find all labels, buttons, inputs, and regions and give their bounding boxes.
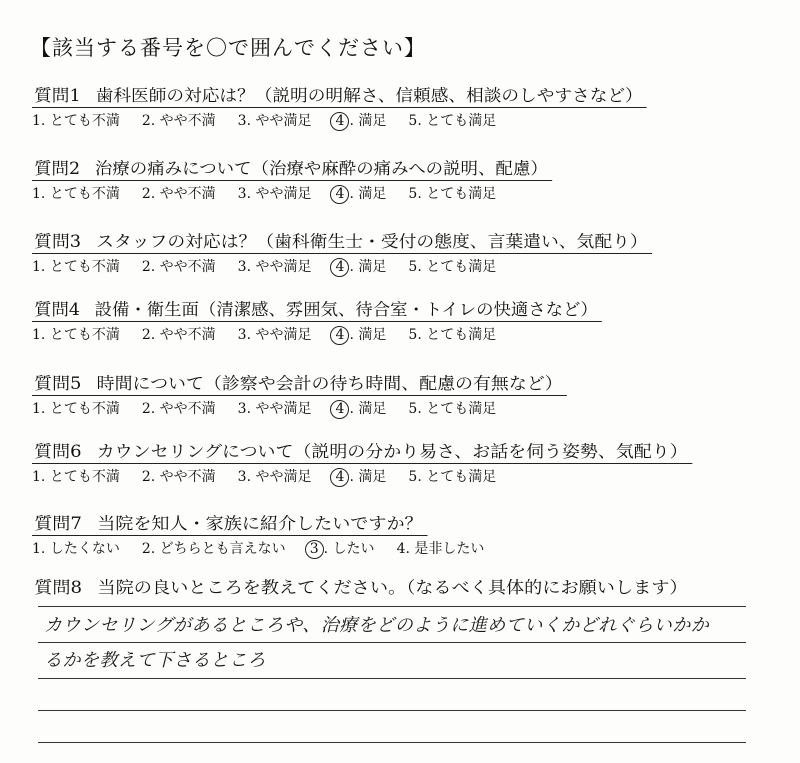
option-separator: .	[150, 113, 160, 129]
answer-option[interactable]	[142, 398, 216, 418]
option-label: やや満足	[255, 113, 312, 129]
option-number: 3	[237, 327, 247, 343]
option-number: 2	[141, 469, 151, 485]
option-separator: .	[246, 113, 256, 129]
question-text: 治療の痛みについて（治療や麻酔の痛みへの説明、配慮）	[94, 159, 548, 178]
answer-option[interactable]	[32, 110, 120, 130]
option-number: 1	[32, 469, 41, 485]
question-7	[32, 510, 506, 559]
option-number: 4	[330, 326, 349, 345]
question-text: 設備・衛生面（清潔感、雰囲気、待合室・トイレの快適さなど）	[94, 300, 598, 319]
option-number: 2	[141, 541, 151, 557]
option-number: 4	[396, 541, 406, 557]
option-label: とても満足	[426, 186, 497, 202]
option-separator: .	[150, 541, 160, 557]
answer-option[interactable]	[408, 256, 496, 276]
option-separator: .	[246, 469, 256, 485]
question-title	[32, 82, 647, 108]
option-label: とても満足	[426, 401, 497, 417]
option-separator: .	[40, 541, 50, 557]
option-label: 是非したい	[414, 541, 485, 557]
option-separator: .	[246, 401, 256, 417]
option-number: 2	[141, 186, 151, 202]
answer-line	[38, 710, 746, 711]
option-separator: .	[40, 186, 50, 202]
answer-line	[38, 642, 746, 643]
option-separator: .	[40, 327, 50, 343]
question-5	[32, 370, 563, 419]
answer-option[interactable]	[142, 183, 216, 203]
option-separator: .	[417, 186, 427, 202]
question-text: カウンセリングについて（説明の分かり易さ、お話を伺う姿勢、気配り）	[96, 442, 688, 461]
answer-option[interactable]	[142, 466, 216, 486]
answer-option-circled[interactable]	[333, 110, 386, 131]
question-number: 質問2	[34, 159, 81, 178]
answer-option[interactable]	[408, 398, 496, 418]
option-label: やや不満	[159, 259, 216, 275]
answer-option-circled[interactable]	[333, 466, 386, 487]
answer-line	[38, 742, 746, 743]
question-title	[32, 438, 692, 464]
option-label: やや満足	[255, 186, 312, 202]
answer-option-circled[interactable]	[308, 538, 375, 559]
answer-option[interactable]	[238, 466, 312, 486]
answer-options	[32, 398, 524, 419]
answer-option-circled[interactable]	[333, 324, 386, 345]
option-separator: .	[349, 469, 359, 485]
question-number: 質問5	[34, 374, 82, 393]
option-number: 1	[32, 327, 41, 343]
answer-option-circled[interactable]	[333, 183, 386, 204]
option-separator: .	[349, 186, 359, 202]
option-separator: .	[150, 259, 160, 275]
answer-option[interactable]	[32, 538, 120, 558]
question-title	[32, 228, 652, 254]
answer-option[interactable]	[32, 183, 120, 203]
answer-option[interactable]	[238, 110, 312, 130]
option-label: とても不満	[49, 113, 120, 129]
option-separator: .	[246, 259, 256, 275]
option-separator: .	[349, 259, 359, 275]
question-text: スタッフの対応は？（歯科衛生士・受付の態度、言葉遣い、気配り）	[96, 232, 648, 251]
answer-line	[38, 606, 746, 607]
answer-option[interactable]	[142, 110, 216, 130]
answer-options	[32, 256, 607, 277]
option-number: 4	[330, 468, 349, 487]
handwritten-answer-line-1: カウンセリングがあるところや、治療をどのように進めていくかどれぐらいかか	[44, 615, 710, 636]
option-number: 3	[237, 259, 247, 275]
option-number: 3	[237, 113, 247, 129]
answer-option[interactable]	[142, 538, 286, 558]
option-separator: .	[405, 541, 415, 557]
option-separator: .	[246, 186, 256, 202]
question-number: 質問7	[34, 514, 82, 533]
answer-option[interactable]	[32, 324, 120, 344]
option-number: 5	[408, 113, 418, 129]
option-number: 2	[141, 113, 151, 129]
question-number: 質問6	[34, 442, 82, 461]
option-separator: .	[150, 469, 160, 485]
option-label: とても満足	[426, 259, 497, 275]
option-number: 1	[32, 186, 41, 202]
question-number: 質問1	[34, 86, 81, 105]
option-separator: .	[349, 327, 359, 343]
option-label: やや不満	[159, 186, 216, 202]
answer-option[interactable]	[397, 538, 485, 558]
option-number: 1	[32, 401, 41, 417]
option-number: 5	[408, 401, 418, 417]
answer-option[interactable]	[32, 256, 120, 276]
option-number: 4	[330, 258, 349, 277]
option-label: やや不満	[159, 469, 216, 485]
option-label: どちらとも言えない	[159, 541, 286, 557]
option-separator: .	[40, 113, 50, 129]
question-title	[32, 574, 692, 599]
option-label: とても不満	[49, 401, 120, 417]
option-separator: .	[417, 259, 427, 275]
answer-option[interactable]	[238, 256, 312, 276]
option-label: とても不満	[49, 469, 120, 485]
option-number: 3	[237, 401, 247, 417]
option-label: 満足	[358, 327, 387, 343]
handwritten-answer-line-2: るかを教えて下さるところ	[44, 650, 266, 671]
question-number: 質問3	[34, 232, 82, 251]
question-3	[32, 228, 648, 277]
option-separator: .	[417, 469, 427, 485]
option-label: 満足	[358, 401, 387, 417]
option-separator: .	[246, 327, 256, 343]
option-number: 5	[408, 327, 418, 343]
option-label: やや満足	[255, 327, 312, 343]
option-separator: .	[150, 186, 160, 202]
question-title	[32, 155, 552, 181]
option-label: とても不満	[49, 327, 120, 343]
option-number: 4	[330, 112, 349, 131]
option-label: やや不満	[159, 401, 216, 417]
answer-option[interactable]	[32, 466, 120, 486]
option-number: 1	[32, 541, 41, 557]
question-text: 歯科医師の対応は？（説明の明解さ、信頼感、相談のしやすさなど）	[95, 86, 643, 105]
answer-options	[32, 110, 606, 131]
option-number: 4	[330, 185, 349, 204]
question-title	[32, 370, 567, 396]
answer-option[interactable]	[32, 398, 120, 418]
option-separator: .	[40, 401, 50, 417]
option-number: 4	[330, 400, 349, 419]
option-label: とても不満	[49, 186, 120, 202]
option-label: やや満足	[255, 401, 312, 417]
option-label: とても満足	[426, 327, 497, 343]
question-title	[32, 296, 602, 322]
question-2	[32, 155, 548, 204]
option-number: 5	[408, 469, 418, 485]
answer-option[interactable]	[142, 256, 216, 276]
option-label: 満足	[358, 469, 387, 485]
option-label: やや満足	[255, 259, 312, 275]
option-separator: .	[349, 113, 359, 129]
answer-options	[32, 538, 506, 559]
option-separator: .	[40, 469, 50, 485]
question-number: 質問4	[34, 300, 80, 319]
option-label: 満足	[358, 259, 387, 275]
option-number: 5	[408, 186, 418, 202]
option-label: やや不満	[159, 113, 216, 129]
question-text: 当院を知人・家族に紹介したいですか？	[97, 514, 423, 533]
answer-option[interactable]	[238, 398, 312, 418]
answer-option-circled[interactable]	[333, 256, 386, 277]
option-number: 3	[305, 540, 324, 559]
question-6	[32, 438, 688, 487]
option-separator: .	[349, 401, 359, 417]
option-separator: .	[150, 401, 160, 417]
option-number: 5	[408, 259, 418, 275]
option-number: 1	[32, 113, 41, 129]
option-label: 満足	[358, 186, 387, 202]
answer-options	[32, 466, 639, 487]
option-label: やや満足	[255, 469, 312, 485]
answer-option[interactable]	[238, 324, 312, 344]
option-label: したくない	[49, 541, 120, 557]
answer-line	[38, 678, 746, 679]
question-number: 質問8	[34, 578, 83, 597]
option-number: 2	[141, 327, 151, 343]
option-label: とても満足	[426, 469, 497, 485]
question-text: 時間について（診察や会計の待ち時間、配慮の有無など）	[96, 374, 563, 393]
option-label: とても満足	[426, 113, 497, 129]
option-label: やや不満	[159, 327, 216, 343]
option-number: 2	[141, 401, 151, 417]
option-separator: .	[417, 327, 427, 343]
answer-option[interactable]	[142, 324, 216, 344]
option-number: 3	[237, 186, 247, 202]
answer-option[interactable]	[238, 183, 312, 203]
option-separator: .	[323, 541, 333, 557]
answer-options	[32, 324, 573, 345]
question-title	[32, 510, 427, 536]
answer-option[interactable]	[408, 466, 496, 486]
question-8	[32, 574, 688, 599]
question-text: 当院の良いところを教えてください。（なるべく具体的にお願いします）	[97, 578, 688, 597]
option-separator: .	[40, 259, 50, 275]
option-separator: .	[417, 113, 427, 129]
option-separator: .	[417, 401, 427, 417]
option-label: 満足	[358, 113, 387, 129]
option-number: 2	[141, 259, 151, 275]
option-number: 1	[32, 259, 41, 275]
option-label: とても不満	[49, 259, 120, 275]
option-separator: .	[150, 327, 160, 343]
answer-option[interactable]	[408, 183, 496, 203]
question-4	[32, 296, 598, 345]
instruction-heading: 【該当する番号を〇で囲んでください】	[30, 36, 426, 60]
answer-option[interactable]	[408, 110, 496, 130]
answer-option[interactable]	[408, 324, 496, 344]
option-number: 3	[237, 469, 247, 485]
answer-option-circled[interactable]	[333, 398, 386, 419]
question-1	[32, 82, 643, 131]
answer-options	[32, 183, 524, 204]
option-label: したい	[332, 541, 375, 557]
